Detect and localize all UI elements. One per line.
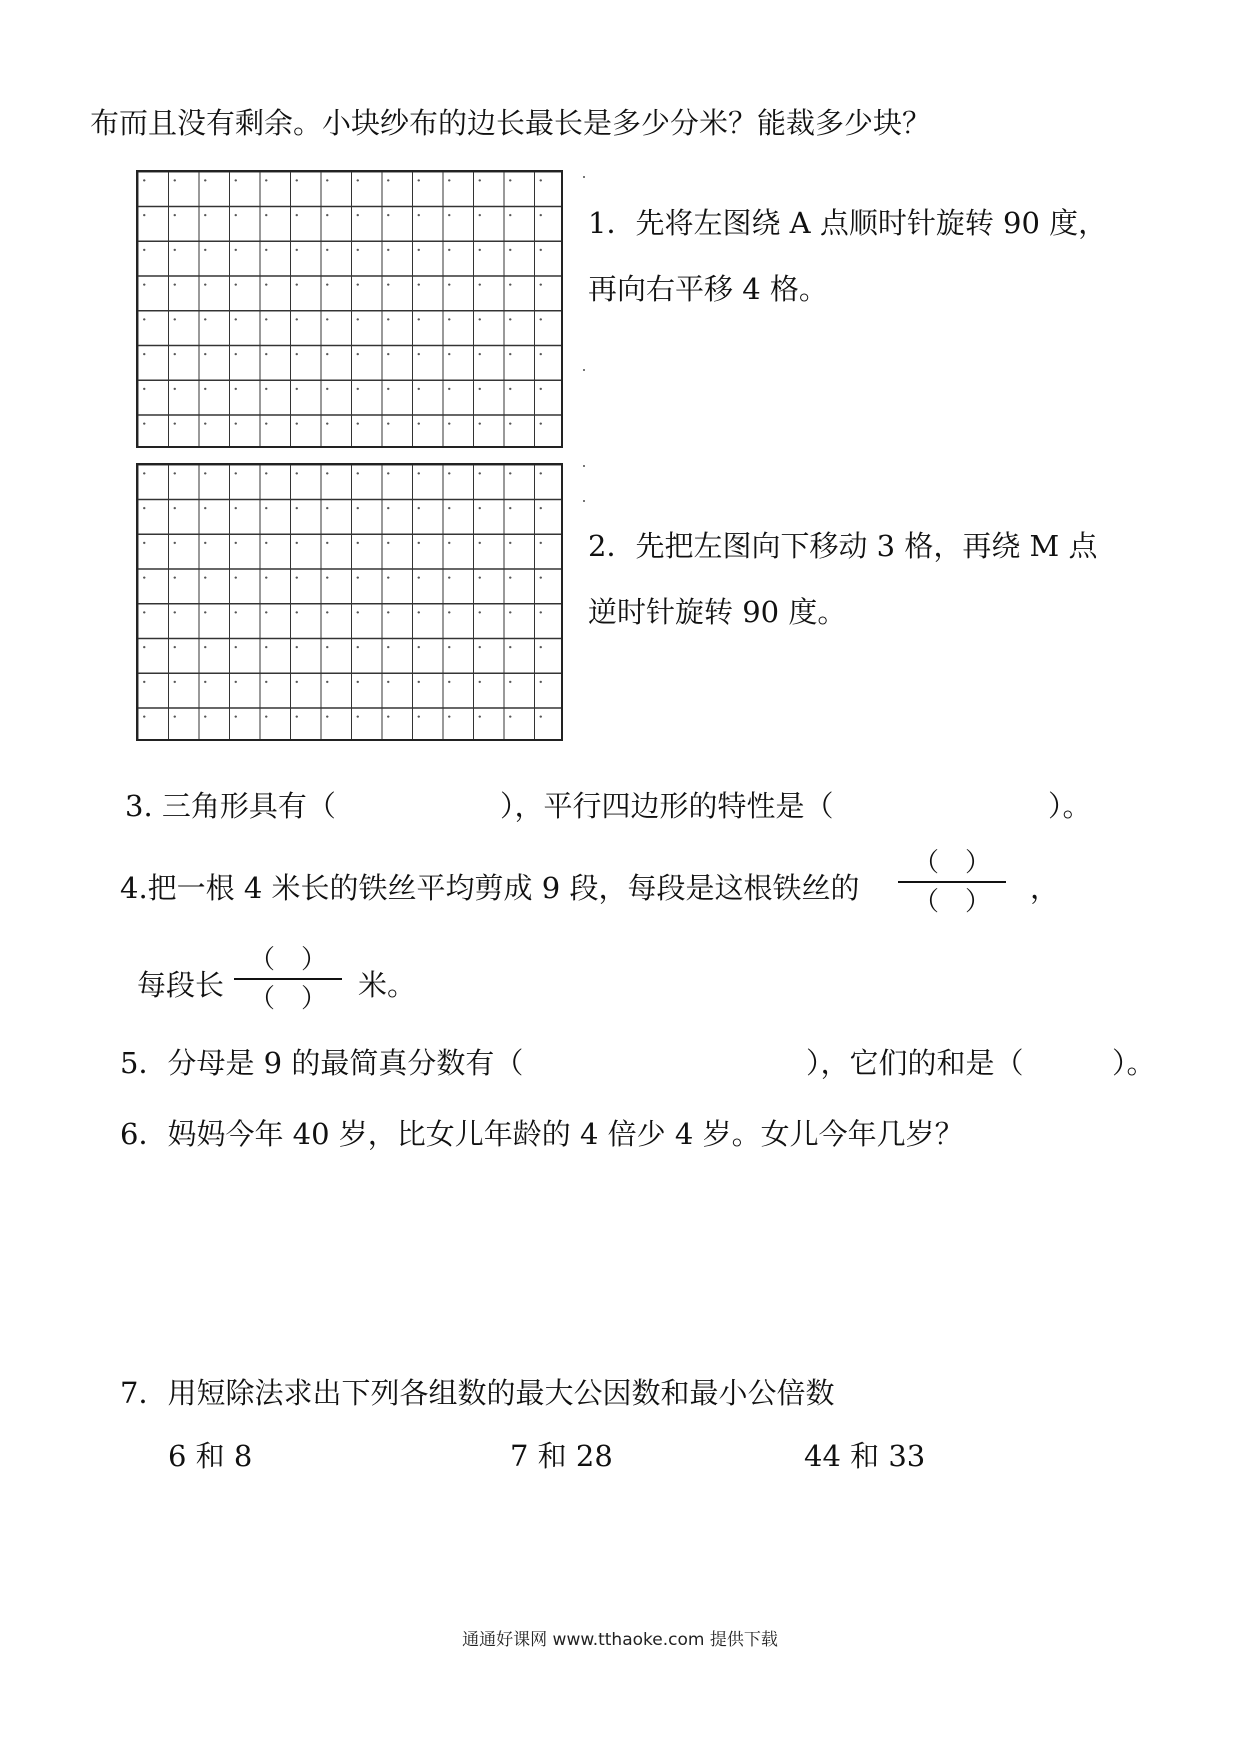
grid-edge-tick	[583, 369, 585, 371]
intro-line: 布而且没有剩余。小块纱布的边长最长是多少分米？能裁多少块？	[90, 106, 932, 140]
q6-text: 6．妈妈今年 40 岁，比女儿年龄的 4 倍少 4 岁。女儿今年几岁？	[120, 1117, 964, 1151]
grid-edge-tick	[583, 500, 585, 502]
fraction-denominator: （ ）	[912, 887, 991, 917]
q5-text-3: ）。	[1112, 1046, 1156, 1080]
q7-title: 7．用短除法求出下列各组数的最大公因数和最小公倍数	[120, 1376, 835, 1410]
q1-line-2: 再向右平移 4 格。	[588, 272, 828, 306]
q2-line-2: 逆时针旋转 90 度。	[588, 595, 847, 629]
q7-pair-1: 6 和 8	[168, 1439, 253, 1473]
grid-paper-2	[136, 463, 563, 741]
fraction-numerator: （ ）	[248, 945, 327, 975]
grid-edge-tick	[583, 176, 585, 178]
q4-text-3: 米。	[358, 968, 417, 1002]
page-footer: 通通好课网 www.tthaoke.com 提供下载	[462, 1630, 778, 1650]
q7-pair-3: 44 和 33	[804, 1439, 926, 1473]
fraction-bar	[234, 978, 342, 980]
q1-line-1: 1．先将左图绕 A 点顺时针旋转 90 度，	[588, 206, 1108, 240]
q2-line-1: 2．先把左图向下移动 3 格，再绕 M 点	[588, 529, 1098, 563]
q4-comma: ，	[1030, 871, 1060, 905]
q3-text-3: ）。	[1048, 789, 1092, 823]
q4-fraction-1	[898, 848, 1006, 917]
q5-text-2: ），它们的和是（	[806, 1046, 1024, 1080]
grid-edge-tick	[583, 465, 585, 467]
q5-text-1: 5．分母是 9 的最简真分数有（	[120, 1046, 524, 1080]
q3-text-2: ），平行四边形的特性是（	[500, 789, 834, 823]
fraction-numerator: （ ）	[912, 848, 991, 878]
grid-paper-1	[136, 170, 563, 448]
fraction-denominator: （ ）	[248, 984, 327, 1014]
q7-pair-2: 7 和 28	[510, 1439, 613, 1473]
q3-text-1: 3. 三角形具有（	[125, 789, 336, 823]
q4-text-2: 每段长	[137, 968, 225, 1002]
fraction-bar	[898, 881, 1006, 883]
q4-fraction-2	[234, 945, 342, 1014]
q4-text-1: 4.把一根 4 米长的铁丝平均剪成 9 段，每段是这根铁丝的	[120, 871, 860, 905]
